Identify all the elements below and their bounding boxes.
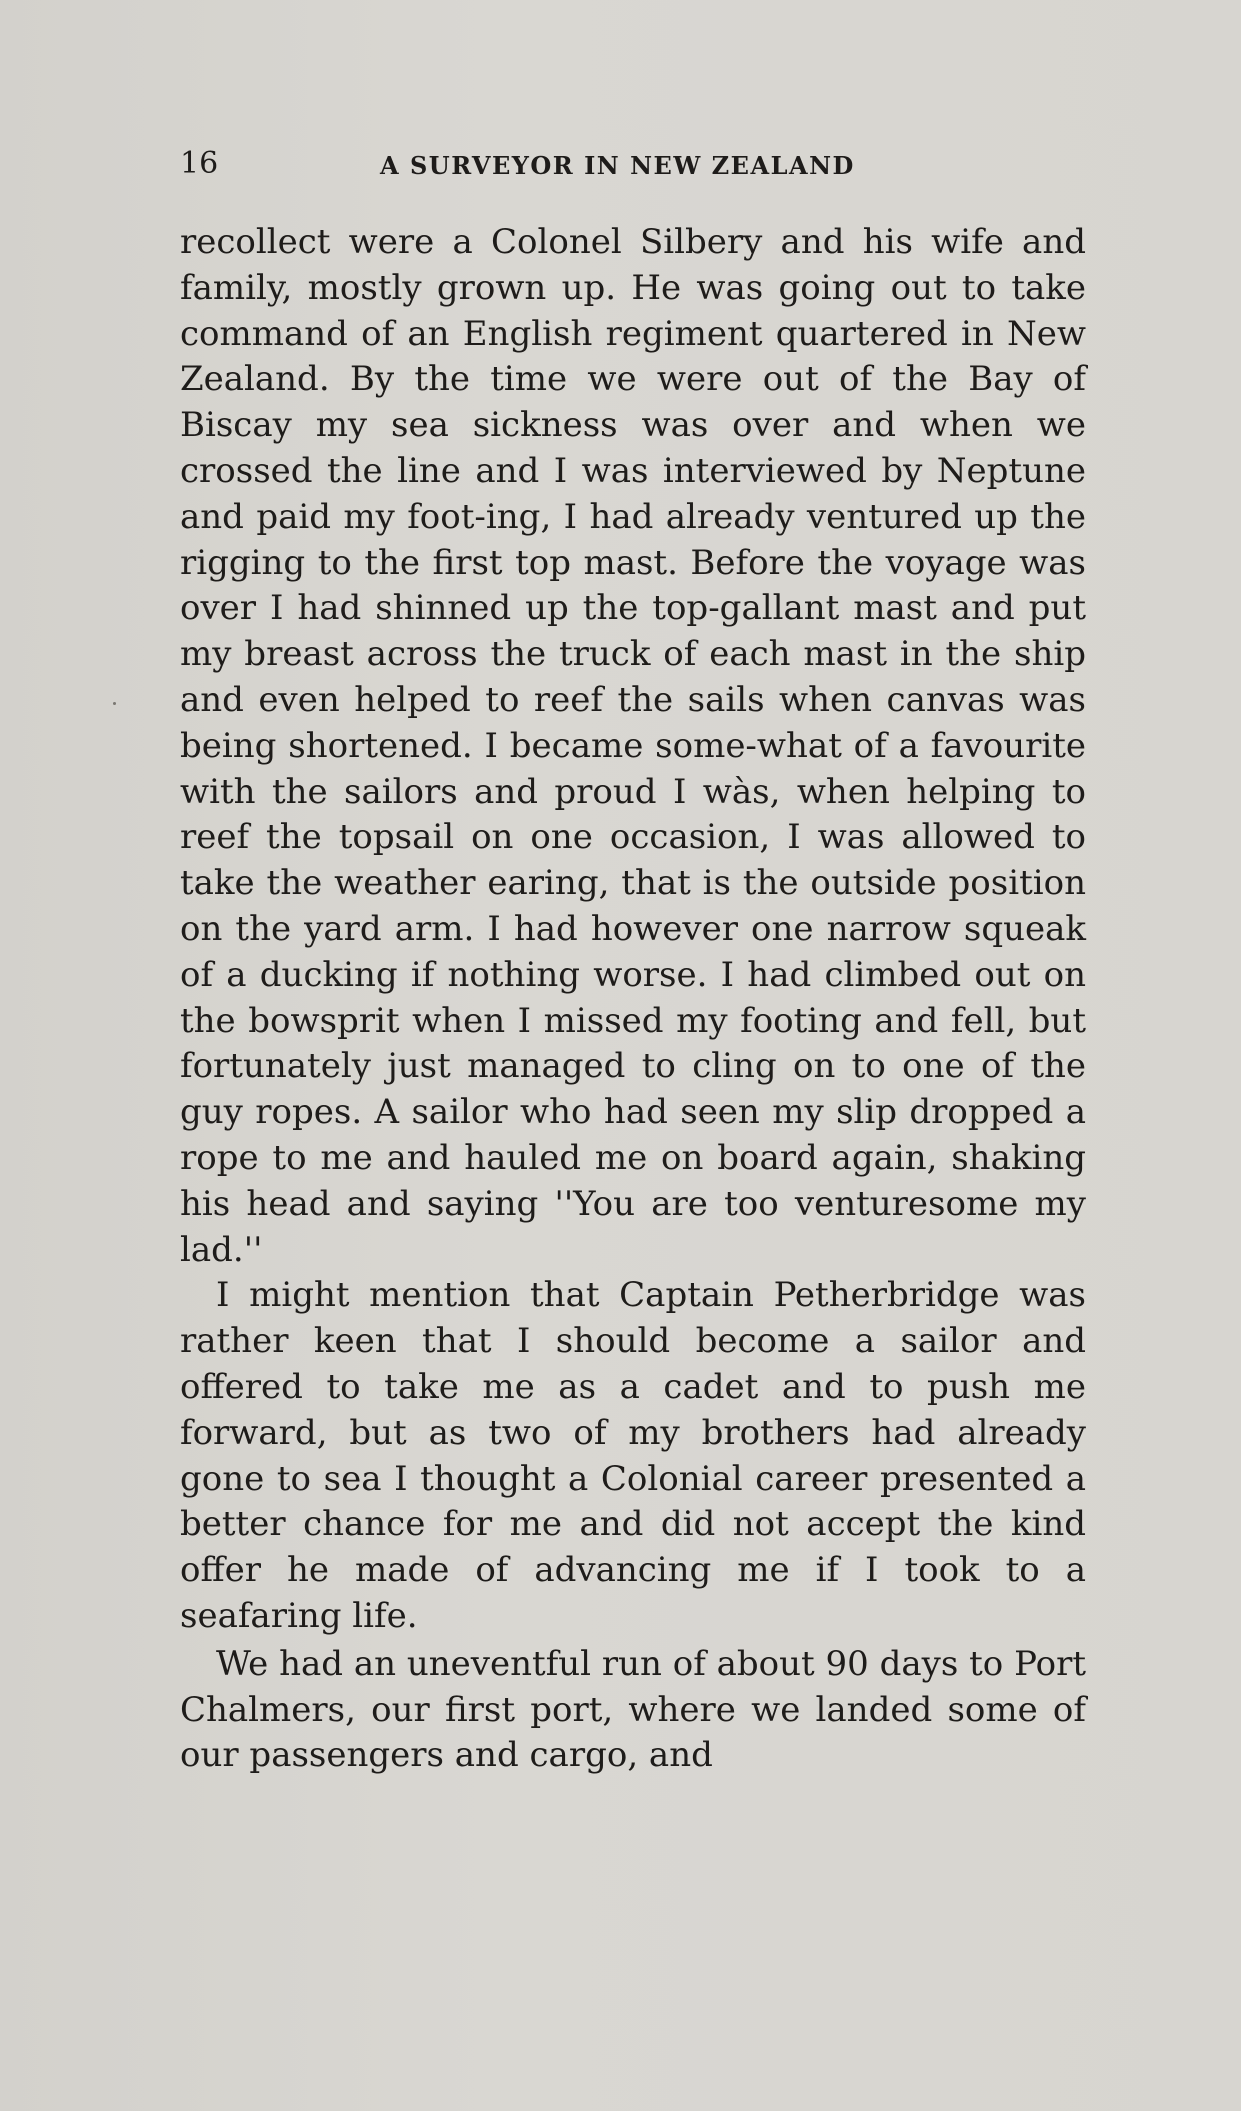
paragraph-port-chalmers: We had an uneventful run of about 90 days to Port Chalmers, our first port, where we landed some of our passengers and cargo, and	[180, 1643, 1086, 1776]
running-title: A SURVEYOR IN NEW ZEALAND	[380, 151, 855, 180]
page-number: 16	[180, 146, 219, 181]
body-text	[180, 220, 1086, 1779]
running-head	[180, 146, 1086, 182]
paragraph-captain-offer: I might mention that Captain Petherbridge was rather keen that I should become a sailor and offered to take me as a cadet and to push me forward, but as two of my brothers had already gone to sea I thought a Colonial career presented a better chance for me and did not accept the kind offer he made of advancing me if I took to a seafaring life.	[180, 1275, 1086, 1636]
paragraph-voyage-continued: recollect were a Colonel Silbery and his wife and family, mostly grown up. He was going out to take command of an English regiment quartered in New Zealand. By the time we were out of the Bay of Biscay my sea sickness was over and when we crossed the line and I was interviewed by Neptune and paid my foot-ing, I had already ventured up the rigging to the first top mast. Before the voyage was over I had shinned up the top-gallant mast and put my breast across the truck of each mast in the ship and even helped to reef the sails when canvas was being shortened. I became some-what of a favourite with the sailors and proud I wàs, when helping to reef the topsail on one occasion, I was allowed to take the weather earing, that is the outside position on the yard arm. I had however one narrow squeak of a ducking if nothing worse. I had climbed out on the bowsprit when I missed my footing and fell, but fortunately just managed to cling on to one of the guy ropes. A sailor who had seen my slip dropped a rope to me and hauled me on board again, shaking his head and saying ''You are too venturesome my lad.''	[180, 222, 1086, 1270]
paper-blemish	[113, 702, 116, 705]
